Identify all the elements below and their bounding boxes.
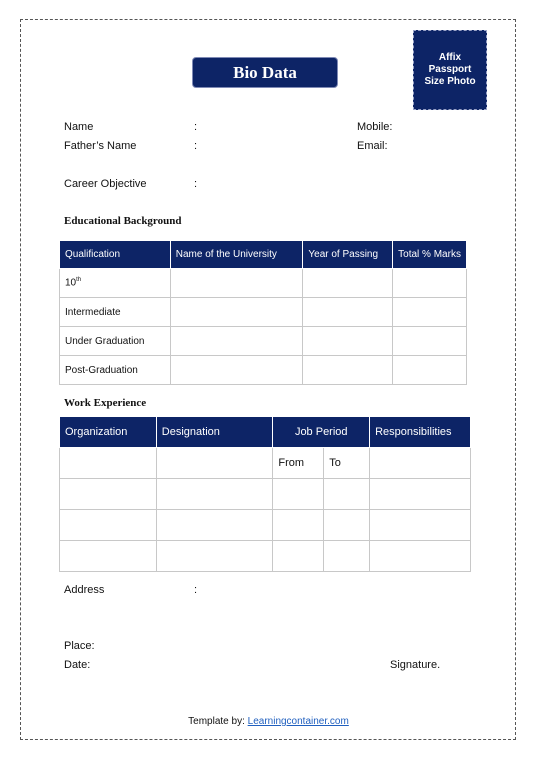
father-name-colon: : xyxy=(194,140,198,152)
table-row xyxy=(60,269,467,298)
table-row xyxy=(60,298,467,327)
responsibilities-cell[interactable] xyxy=(370,448,471,479)
photo-placeholder xyxy=(413,30,487,110)
qualification-cell: 10th xyxy=(60,269,171,298)
responsibilities-cell[interactable] xyxy=(370,541,471,572)
page-title xyxy=(192,57,338,88)
to-cell[interactable] xyxy=(324,479,370,510)
table-row xyxy=(60,510,471,541)
responsibilities-cell[interactable] xyxy=(370,479,471,510)
footer-prefix: Template by: xyxy=(188,716,248,727)
to-cell[interactable] xyxy=(324,541,370,572)
career-objective-label: Career Objective xyxy=(64,178,147,190)
col-year-of-passing: Year of Passing xyxy=(303,241,393,269)
address-colon: : xyxy=(194,584,198,596)
education-heading: Educational Background xyxy=(64,215,182,227)
university-cell[interactable] xyxy=(170,327,303,356)
from-cell[interactable] xyxy=(273,479,324,510)
designation-cell[interactable] xyxy=(156,448,273,479)
designation-cell[interactable] xyxy=(156,510,273,541)
title-text: Bio Data xyxy=(233,62,297,82)
education-table xyxy=(59,240,467,385)
from-cell[interactable] xyxy=(273,510,324,541)
mobile-label: Mobile: xyxy=(357,121,393,133)
col-designation: Designation xyxy=(156,417,273,448)
date-label: Date: xyxy=(64,659,91,671)
designation-cell[interactable] xyxy=(156,541,273,572)
col-qualification: Qualification xyxy=(60,241,171,269)
email-label: Email: xyxy=(357,140,388,152)
name-colon: : xyxy=(194,121,198,133)
designation-cell[interactable] xyxy=(156,479,273,510)
year-cell[interactable] xyxy=(303,298,393,327)
from-cell: From xyxy=(273,448,324,479)
from-cell[interactable] xyxy=(273,541,324,572)
photo-line-2: Passport xyxy=(428,64,472,75)
year-cell[interactable] xyxy=(303,269,393,298)
table-row xyxy=(60,479,471,510)
table-row xyxy=(60,448,471,479)
qualification-cell: Post-Graduation xyxy=(60,356,171,385)
organization-cell[interactable] xyxy=(60,479,157,510)
footer xyxy=(0,716,537,727)
university-cell[interactable] xyxy=(170,269,303,298)
marks-cell[interactable] xyxy=(393,269,467,298)
year-cell[interactable] xyxy=(303,356,393,385)
address-label: Address xyxy=(64,584,105,596)
col-responsibilities: Responsibilities xyxy=(370,417,471,448)
col-university: Name of the University xyxy=(170,241,303,269)
to-cell[interactable] xyxy=(324,510,370,541)
university-cell[interactable] xyxy=(170,356,303,385)
work-table xyxy=(59,416,471,572)
qualification-cell: Under Graduation xyxy=(60,327,171,356)
footer-link[interactable]: Learningcontainer.com xyxy=(247,716,349,727)
university-cell[interactable] xyxy=(170,298,303,327)
photo-line-3: Size Photo xyxy=(424,76,476,87)
signature-label: Signature. xyxy=(390,659,441,671)
marks-cell[interactable] xyxy=(393,356,467,385)
work-header-row xyxy=(60,417,471,448)
photo-line-1: Affix xyxy=(438,52,462,63)
organization-cell[interactable] xyxy=(60,448,157,479)
table-row xyxy=(60,356,467,385)
qualification-cell: Intermediate xyxy=(60,298,171,327)
year-cell[interactable] xyxy=(303,327,393,356)
work-heading: Work Experience xyxy=(64,397,147,409)
col-organization: Organization xyxy=(60,417,157,448)
father-name-label: Father’s Name xyxy=(64,140,137,152)
table-row xyxy=(60,327,467,356)
place-label: Place: xyxy=(64,640,95,652)
education-header-row xyxy=(60,241,467,269)
responsibilities-cell[interactable] xyxy=(370,510,471,541)
col-total-marks: Total % Marks xyxy=(393,241,467,269)
marks-cell[interactable] xyxy=(393,327,467,356)
marks-cell[interactable] xyxy=(393,298,467,327)
table-row xyxy=(60,541,471,572)
to-cell: To xyxy=(324,448,370,479)
name-label: Name xyxy=(64,121,94,133)
organization-cell[interactable] xyxy=(60,510,157,541)
col-job-period: Job Period xyxy=(273,417,370,448)
career-objective-colon: : xyxy=(194,178,198,190)
organization-cell[interactable] xyxy=(60,541,157,572)
